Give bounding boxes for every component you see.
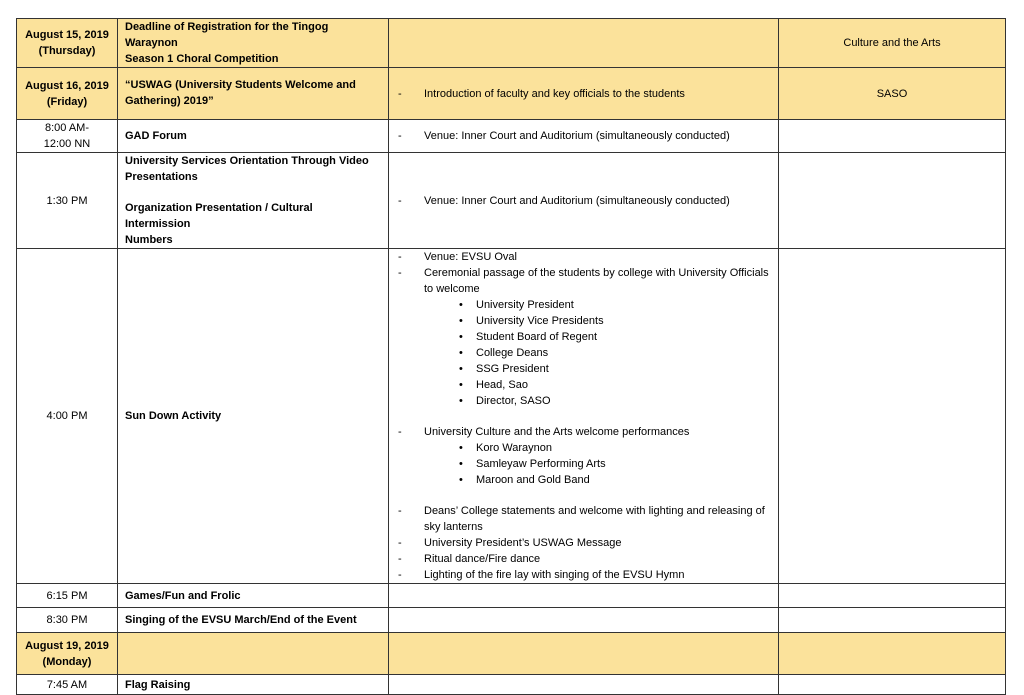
office-cell (779, 608, 1006, 633)
table-row (17, 633, 1006, 675)
official-item: • Director, SASO (476, 393, 771, 409)
official-item: • Head, Sao (476, 377, 771, 393)
time-cell: 4:00 PM (17, 249, 118, 584)
details-cell (389, 153, 779, 249)
officials-list (424, 297, 771, 409)
official-item: • University Vice Presidents (476, 313, 771, 329)
event-cell (118, 68, 389, 120)
official-item: • University President (476, 297, 771, 313)
detail-item: - Venue: EVSU Oval (424, 249, 771, 265)
performer-item: • Maroon and Gold Band (476, 472, 771, 488)
detail-item: - Introduction of faculty and key officials to the students (424, 86, 771, 102)
detail-item (424, 424, 771, 488)
details-cell (389, 633, 779, 675)
event-cell: GAD Forum (118, 120, 389, 153)
performer-item: • Koro Waraynon (476, 440, 771, 456)
details-cell (389, 675, 779, 695)
day-text: (Friday) (46, 95, 88, 108)
event-title-line: “USWAG (University Students Welcome and (125, 79, 356, 91)
table-row (17, 249, 1006, 584)
event-cell (118, 19, 389, 68)
details-cell (389, 249, 779, 584)
detail-list (396, 424, 771, 488)
office-cell (779, 153, 1006, 249)
detail-item: - Lighting of the fire lay with singing of the EVSU Hymn (424, 567, 771, 583)
event-cell: Sun Down Activity (118, 249, 389, 584)
date-cell (17, 68, 118, 120)
time-cell (17, 120, 118, 153)
official-item: • Student Board of Regent (476, 329, 771, 345)
office-cell (779, 584, 1006, 608)
table-row (17, 675, 1006, 695)
date-cell (17, 633, 118, 675)
date-text: August 15, 2019 (25, 29, 109, 41)
table-row (17, 584, 1006, 608)
office-cell (779, 120, 1006, 153)
time-cell: 7:45 AM (17, 675, 118, 695)
detail-item: - Venue: Inner Court and Auditorium (simultaneously conducted) (424, 193, 771, 209)
event-cell (118, 633, 389, 675)
table-row (17, 120, 1006, 153)
table-row (17, 608, 1006, 633)
date-text: August 16, 2019 (25, 79, 109, 92)
event-title-line: Deadline of Registration for the Tingog Waraynon (125, 21, 329, 49)
event-title-line: Season 1 Choral Competition (125, 53, 279, 65)
details-cell (389, 19, 779, 68)
event-cell: Flag Raising (118, 675, 389, 695)
day-text: (Monday) (42, 655, 92, 668)
table-row (17, 19, 1006, 68)
event-cell (118, 153, 389, 249)
time-cell: 8:30 PM (17, 608, 118, 633)
event-cell: Games/Fun and Frolic (118, 584, 389, 608)
event-title-line: Organization Presentation / Cultural Intermission (125, 202, 313, 230)
event-title-line: Numbers (125, 234, 173, 246)
date-text: August 19, 2019 (25, 639, 109, 652)
detail-text: University Culture and the Arts welcome performances (424, 426, 690, 438)
office-cell: SASO (779, 68, 1006, 120)
event-title-line: University Services Orientation Through Video (125, 155, 369, 167)
performers-list (424, 440, 771, 488)
details-cell (389, 120, 779, 153)
official-item: • College Deans (476, 345, 771, 361)
schedule-table (16, 18, 1006, 695)
event-title-line: Presentations (125, 171, 198, 183)
time-text: 12:00 NN (43, 138, 91, 150)
details-cell (389, 584, 779, 608)
performer-item: • Samleyaw Performing Arts (476, 456, 771, 472)
official-item: • SSG President (476, 361, 771, 377)
time-text: 8:00 AM- (44, 122, 90, 134)
office-cell (779, 633, 1006, 675)
office-cell (779, 249, 1006, 584)
office-cell (779, 675, 1006, 695)
detail-list (396, 249, 771, 409)
details-cell (389, 608, 779, 633)
details-cell (389, 68, 779, 120)
detail-text: Ceremonial passage of the students by college with University Officials to welcome (424, 267, 769, 295)
detail-item (424, 265, 771, 409)
detail-list (396, 503, 771, 583)
detail-item: - University President’s USWAG Message (424, 535, 771, 551)
date-cell (17, 19, 118, 68)
detail-item: - Deans’ College statements and welcome with lighting and releasing of sky lanterns (424, 503, 771, 535)
detail-item: - Venue: Inner Court and Auditorium (simultaneously conducted) (424, 128, 771, 144)
event-cell: Singing of the EVSU March/End of the Event (118, 608, 389, 633)
time-cell: 1:30 PM (17, 153, 118, 249)
time-cell: 6:15 PM (17, 584, 118, 608)
day-text: (Thursday) (38, 45, 96, 57)
table-row (17, 68, 1006, 120)
detail-item: - Ritual dance/Fire dance (424, 551, 771, 567)
table-row (17, 153, 1006, 249)
office-cell: Culture and the Arts (779, 19, 1006, 68)
event-title-line: Gathering) 2019” (125, 95, 214, 107)
